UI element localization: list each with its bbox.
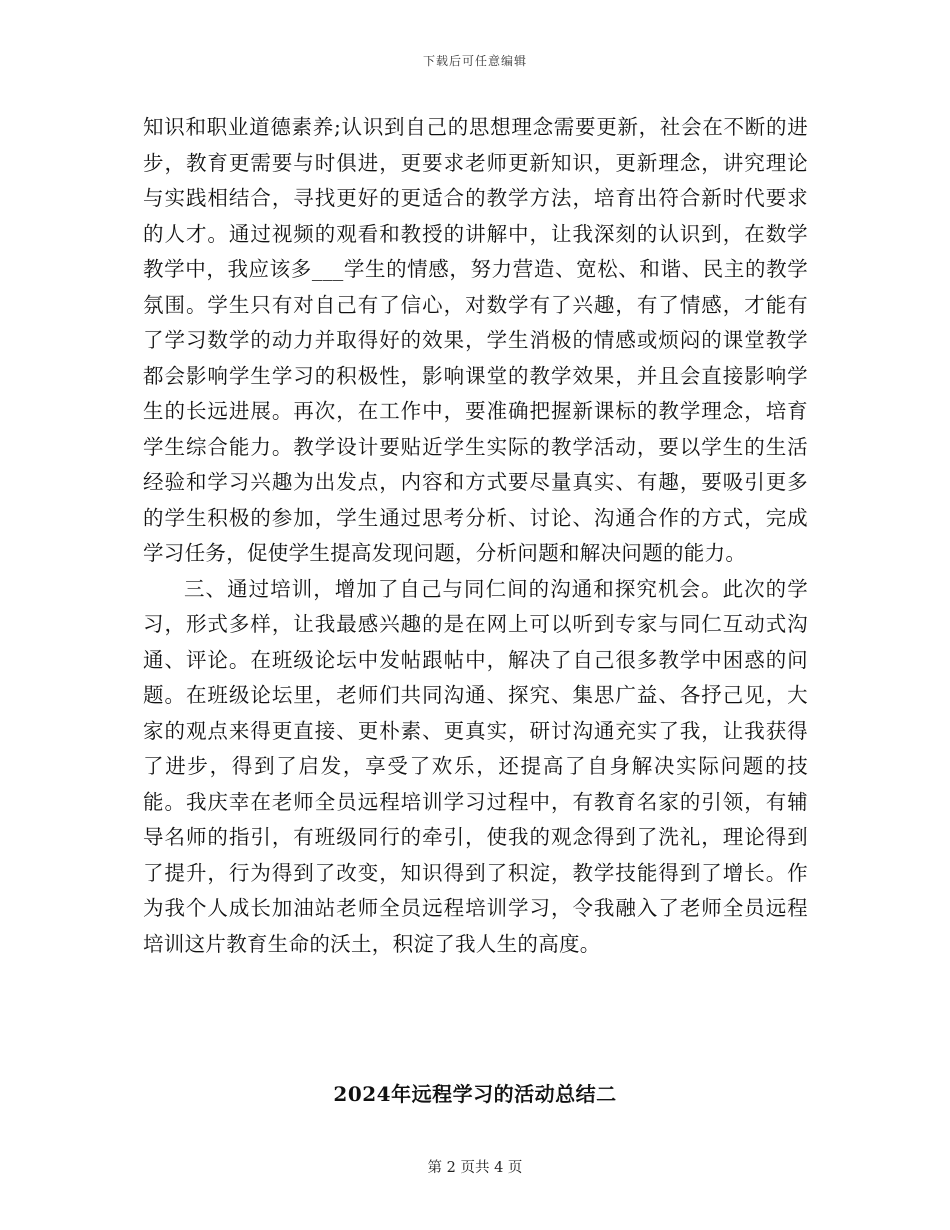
page-header: 下载后可任意编辑: [422, 54, 527, 68]
document-body: [143, 110, 808, 962]
paragraph-continued: 知识和职业道德素养;认识到自己的思想理念需要更新，社会在不断的进步，教育更需要与时俱进，更要求老师更新知识，更新理念，讲究理论与实践相结合，寻找更好的更适合的教学方法，培育出符合新时代要求的人才。通过视频的观看和教授的讲解中，让我深刻的认识到，在数学教学中，我应该多___学生的情感，努力营造、宽松、和谐、民主的教学氛围。学生只有对自己有了信心，对数学有了兴趣，有了情感，才能有了学习数学的动力并取得好的效果，学生消极的情感或烦闷的课堂教学都会影响学生学习的积极性，影响课堂的教学效果，并且会直接影响学生的长远进展。再次，在工作中，要准确把握新课标的教学理念，培育学生综合能力。教学设计要贴近学生实际的教学活动，要以学生的生活经验和学习兴趣为出发点，内容和方式要尽量真实、有趣，要吸引更多的学生积极的参加，学生通过思考分析、讨论、沟通合作的方式，完成学习任务，促使学生提高发现问题，分析问题和解决问题的能力。: [143, 115, 808, 565]
section-title: 2024年远程学习的活动总结二: [333, 1082, 617, 1106]
paragraph-section-three: 三、通过培训，增加了自己与同仁间的沟通和探究机会。此次的学习，形式多样，让我最感兴趣的是在网上可以听到专家与同仁互动式沟通、评论。在班级论坛中发帖跟帖中，解决了自己很多教学中困惑的问题。在班级论坛里，老师们共同沟通、探究、集思广益、各抒己见，大家的观点来得更直接、更朴素、更真实，研讨沟通充实了我，让我获得了进步，得到了启发，享受了欢乐，还提高了自身解决实际问题的技能。我庆幸在老师全员远程培训学习过程中，有教育名家的引领，有辅导名师的指引，有班级同行的牵引，使我的观念得到了洗礼，理论得到了提升，行为得到了改变，知识得到了积淀，教学技能得到了增长。作为我个人成长加油站老师全员远程培训学习，令我融入了老师全员远程培训这片教育生命的沃土，积淀了我人生的高度。: [143, 576, 808, 956]
page-footer: 第 2 页共 4 页: [427, 1160, 523, 1176]
